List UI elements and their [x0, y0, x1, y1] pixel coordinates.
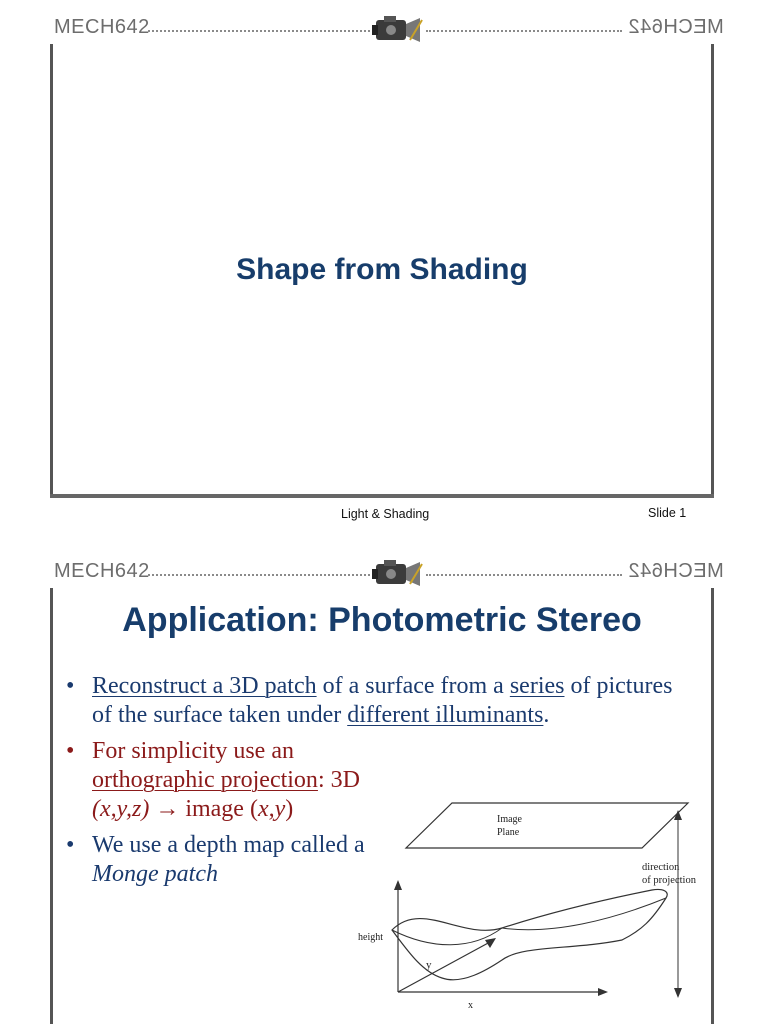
- dotted-rule-left: [148, 574, 370, 576]
- surface-patch-contour: [502, 898, 666, 930]
- bullet-item-2: [62, 737, 392, 824]
- slide-2-frame-left: [50, 588, 53, 1024]
- bullet-2-xyz: (x,y,z): [92, 796, 150, 822]
- bullet-1-link-series: series: [509, 673, 565, 699]
- slide-1-title: Shape from Shading: [236, 253, 528, 286]
- bullet-3-text: We use a depth map called a: [92, 832, 365, 858]
- dotted-rule-left: [148, 30, 370, 32]
- height-axis-arrowhead: [394, 880, 402, 890]
- bullet-1-link-illuminants: different illuminants: [347, 702, 544, 728]
- course-code-left: MECH642: [54, 16, 150, 38]
- footer-slide-number: Slide 1: [648, 506, 687, 520]
- slide-1-frame-right: [711, 44, 714, 496]
- dotted-rule-right: [426, 574, 622, 576]
- x-axis-label: x: [468, 1000, 473, 1011]
- bullet-2-text: For simplicity use an: [92, 738, 294, 764]
- bullet-1-text: .: [543, 702, 550, 728]
- course-code-left: MECH642: [54, 560, 150, 582]
- dotted-rule-right: [426, 30, 622, 32]
- bullet-1-text: of a surface from a: [316, 673, 510, 699]
- monge-patch-diagram: [352, 800, 708, 1024]
- bullet-2-text: : 3D: [317, 767, 360, 793]
- slide-2-title: Application: Photometric Stereo: [122, 601, 642, 639]
- bullet-1-text: of pictures of the surface taken under: [92, 673, 673, 728]
- surface-patch-outline: [392, 889, 667, 979]
- y-axis-arrowhead: [485, 938, 496, 948]
- bullet-dot: •: [66, 738, 75, 764]
- bullet-item-1: [62, 672, 682, 730]
- bullet-2-xy: x,y: [257, 796, 286, 822]
- image-plane-label-2: Plane: [497, 827, 520, 838]
- y-axis: [398, 942, 490, 992]
- bullet-1-link-reconstruct: Reconstruct a 3D patch: [92, 673, 317, 699]
- projection-arrowhead-down: [674, 988, 682, 998]
- bullet-2-text: → image (: [149, 796, 258, 822]
- course-code-right-mirrored: MECH642: [628, 560, 724, 582]
- bullet-dot: •: [66, 832, 75, 858]
- x-axis-arrowhead: [598, 988, 608, 996]
- y-axis-label: y: [426, 959, 432, 971]
- bullet-dot: •: [66, 673, 75, 699]
- bullet-2-link-orthographic: orthographic projection: [92, 767, 318, 793]
- bullet-3-monge-patch: Monge patch: [92, 861, 218, 887]
- direction-label-1: direction: [642, 862, 680, 873]
- course-code-right-mirrored: MECH642: [628, 16, 724, 38]
- projector-icon: [370, 558, 426, 590]
- image-plane-label-1: Image: [497, 814, 522, 825]
- direction-label-2: of projection: [642, 875, 696, 886]
- slide-1-frame-bottom: [50, 494, 714, 498]
- image-plane-shape: [406, 803, 688, 848]
- bullet-2-text: ): [285, 796, 294, 822]
- projector-icon: [370, 14, 426, 46]
- slide-2-frame-right: [711, 588, 714, 1024]
- footer-topic: Light & Shading: [341, 507, 430, 521]
- height-axis-label: height: [358, 932, 383, 943]
